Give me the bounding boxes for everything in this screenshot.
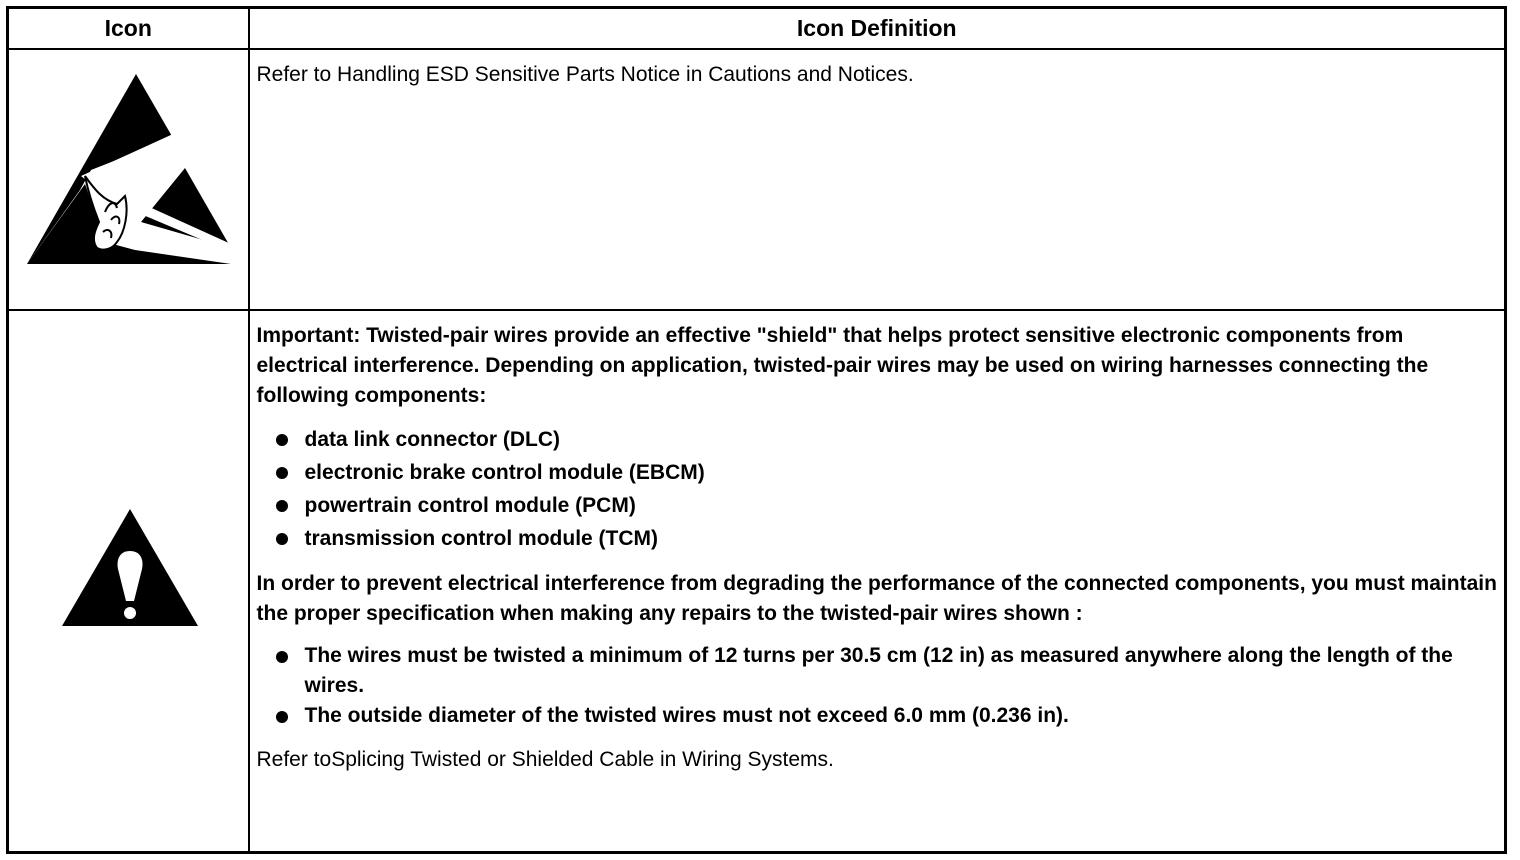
refer-text: Refer toSplicing Twisted or Shielded Cable in Wiring Systems. [256,748,834,771]
bullet-icon [276,467,288,479]
definition-cell [249,310,1506,853]
important-text: Important: Twisted-pair wires provide an effective "shield" that helps protect sensitive electronic components from electrical interference. Depending on application, twisted-pair wires may be used on wiring harnesses connecting the following components: [256,324,1429,407]
bullet-icon [276,434,288,446]
specs-list [257,641,1499,731]
bullet-icon [276,651,288,663]
warning-exclamation-icon [62,509,198,627]
definition-cell [249,49,1506,310]
list-item: electronic brake control module (EBCM) [257,456,1499,489]
table-row [8,49,1506,310]
header-row [8,8,1506,50]
list-item: The outside diameter of the twisted wires must not exceed 6.0 mm (0.236 in). [257,701,1499,731]
components-list [257,423,1499,555]
list-item: transmission control module (TCM) [257,522,1499,555]
icon-cell [8,49,249,310]
list-item: data link connector (DLC) [257,423,1499,456]
spec-intro-text: In order to prevent electrical interference from degrading the performance of the connected components, you must maintain the proper specification when making any repairs to the twisted-pair wires shown : [256,572,1497,625]
icon-cell [8,310,249,853]
table-row [8,310,1506,853]
bullet-icon [276,711,288,723]
icon-definition-table [6,6,1507,854]
bullet-icon [276,500,288,512]
list-item: powertrain control module (PCM) [257,489,1499,522]
esd-sensitive-icon [25,72,231,266]
esd-definition-text: Refer to Handling ESD Sensitive Parts Notice in Cautions and Notices. [256,63,914,86]
header-icon: Icon [8,8,249,50]
header-icon-definition: Icon Definition [249,8,1506,50]
bullet-icon [276,533,288,545]
list-item: The wires must be twisted a minimum of 12 turns per 30.5 cm (12 in) as measured anywhere along the length of the wires. [257,641,1499,701]
